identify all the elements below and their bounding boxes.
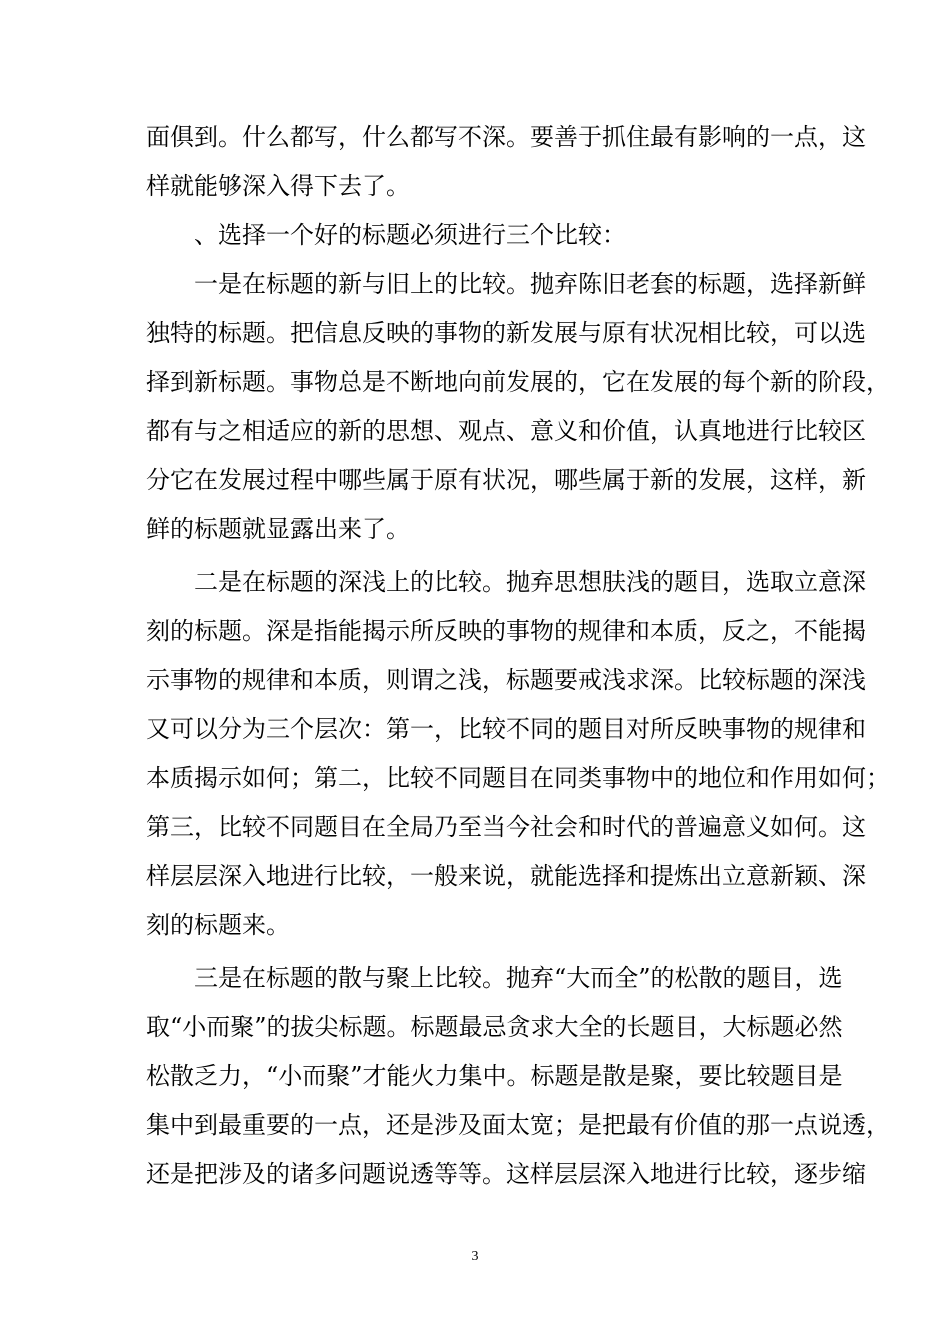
text-line: 独特的标题。把信息反映的事物的新发展与原有状况相比较，可以选 [146, 319, 866, 347]
text-line: 刻的标题来。 [146, 911, 290, 939]
section-heading: 、选择一个好的标题必须进行三个比较： [194, 221, 626, 249]
text-line: 三是在标题的散与聚上比较。抛弃“大而全”的松散的题目，选 [194, 964, 843, 992]
text-line: 示事物的规律和本质，则谓之浅，标题要戒浅求深。比较标题的深浅 [146, 666, 866, 694]
text-line: 又可以分为三个层次：第一，比较不同的题目对所反映事物的规律和 [146, 715, 866, 743]
text-line: 分它在发展过程中哪些属于原有状况，哪些属于新的发展，这样，新 [146, 466, 866, 494]
text-line: 集中到最重要的一点，还是涉及面太宽；是把最有价值的那一点说透， [146, 1111, 890, 1139]
text-line: 面俱到。什么都写，什么都写不深。要善于抓住最有影响的一点，这 [146, 123, 866, 151]
text-line: 样就能够深入得下去了。 [146, 172, 410, 200]
text-line: 一是在标题的新与旧上的比较。抛弃陈旧老套的标题，选择新鲜 [194, 270, 866, 298]
text-line: 鲜的标题就显露出来了。 [146, 515, 410, 543]
text-line: 本质揭示如何；第二，比较不同题目在同类事物中的地位和作用如何； [146, 764, 890, 792]
text-line: 都有与之相适应的新的思想、观点、意义和价值，认真地进行比较区 [146, 417, 866, 445]
text-line: 松散乏力，“小而聚”才能火力集中。标题是散是聚，要比较题目是 [146, 1062, 843, 1090]
text-line: 择到新标题。事物总是不断地向前发展的，它在发展的每个新的阶段， [146, 368, 890, 396]
text-line: 第三，比较不同题目在全局乃至当今社会和时代的普遍意义如何。这 [146, 813, 866, 841]
text-line: 二是在标题的深浅上的比较。抛弃思想肤浅的题目，选取立意深 [194, 568, 866, 596]
text-line: 取“小而聚”的拔尖标题。标题最忌贪求大全的长题目，大标题必然 [146, 1013, 843, 1041]
text-line: 刻的标题。深是指能揭示所反映的事物的规律和本质，反之，不能揭 [146, 617, 866, 645]
page-number: 3 [471, 1249, 479, 1264]
text-line: 样层层深入地进行比较，一般来说，就能选择和提炼出立意新颖、深 [146, 862, 866, 890]
text-line: 还是把涉及的诸多问题说透等等。这样层层深入地进行比较，逐步缩 [146, 1160, 866, 1188]
